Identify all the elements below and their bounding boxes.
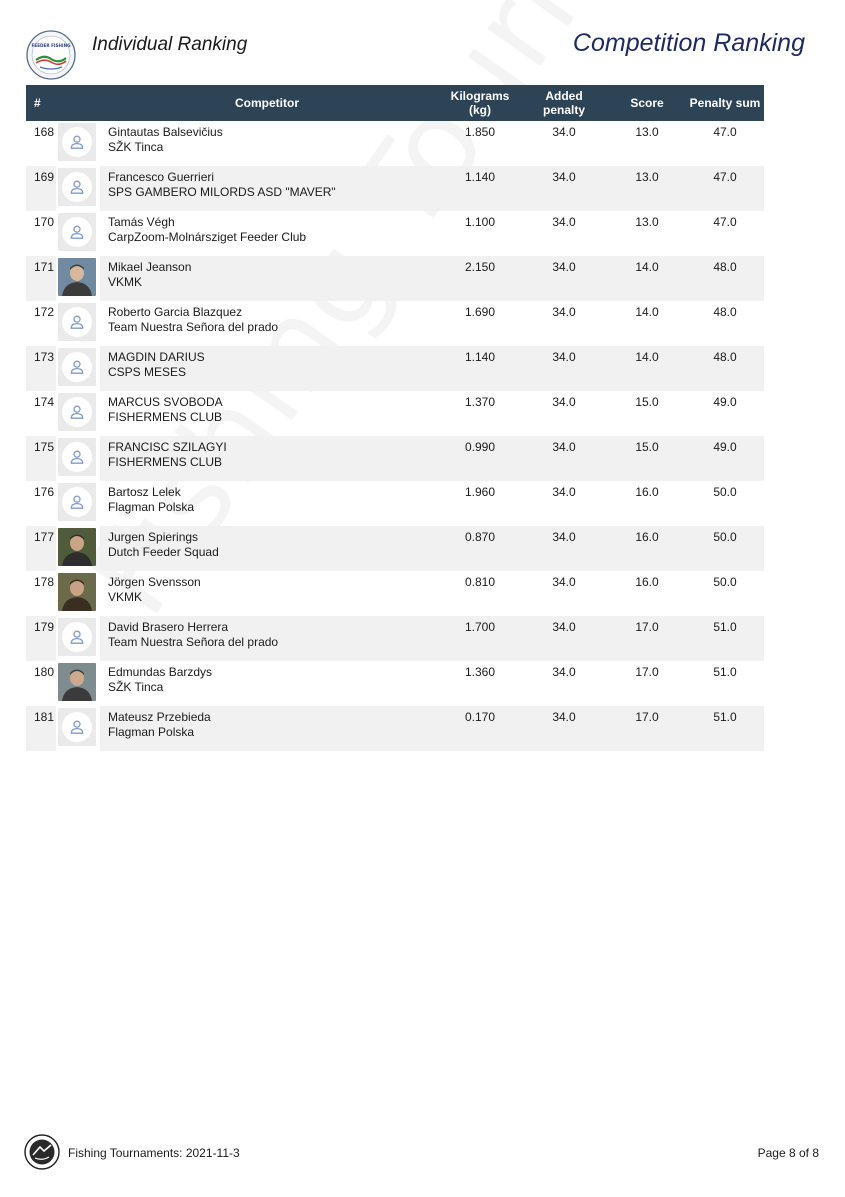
user-placeholder-icon xyxy=(58,123,96,161)
competitor-club: VKMK xyxy=(108,590,143,604)
event-logo xyxy=(26,30,76,80)
kilograms-value: 1.140 xyxy=(440,346,520,391)
competitor-club: Flagman Polska xyxy=(108,725,195,739)
score-value: 13.0 xyxy=(635,125,659,139)
added-penalty-value: 34.0 xyxy=(520,616,608,661)
col-added-penalty-line1: Added xyxy=(545,89,583,103)
table-row xyxy=(26,616,764,661)
col-competitor: Competitor xyxy=(100,85,440,121)
rank-value: 175 xyxy=(26,436,56,481)
added-penalty-value: 34.0 xyxy=(552,395,576,409)
col-kilograms xyxy=(440,85,520,121)
competitor-name: FRANCISC SZILAGYI xyxy=(108,440,227,454)
photo-cell xyxy=(56,526,100,571)
score-value: 17.0 xyxy=(608,616,686,661)
user-placeholder-icon xyxy=(58,303,96,341)
added-penalty-value: 34.0 xyxy=(520,436,608,481)
competitor-cell xyxy=(100,661,440,706)
penalty-sum-value: 48.0 xyxy=(686,256,764,301)
penalty-sum-value: 51.0 xyxy=(686,616,764,661)
penalty-sum-value: 47.0 xyxy=(713,125,737,139)
competitor-cell xyxy=(100,391,440,436)
added-penalty-value: 34.0 xyxy=(520,166,608,211)
added-penalty-value: 34.0 xyxy=(552,125,576,139)
rank-value: 181 xyxy=(26,706,56,751)
score-value: 13.0 xyxy=(608,166,686,211)
user-placeholder-icon xyxy=(58,393,96,431)
table-row xyxy=(26,571,764,616)
rank-value: 173 xyxy=(26,346,56,391)
competitor-cell xyxy=(100,301,440,346)
penalty-sum-value: 50.0 xyxy=(686,526,764,571)
competitor-club: SŽK Tinca xyxy=(108,140,164,154)
competitor-cell xyxy=(100,571,440,616)
rank-value: 168 xyxy=(34,125,55,139)
col-penalty-sum: Penalty sum xyxy=(686,85,764,121)
photo-cell xyxy=(56,571,100,616)
table-row xyxy=(26,121,764,166)
kilograms-value: 0.870 xyxy=(440,526,520,571)
table-row xyxy=(26,526,764,571)
table-row xyxy=(26,436,764,481)
col-added-penalty-line2: penalty xyxy=(542,103,585,117)
photo-cell xyxy=(56,391,100,436)
kilograms-value: 1.960 xyxy=(464,485,496,499)
rank-value: 177 xyxy=(26,526,56,571)
photo-cell xyxy=(56,211,100,256)
score-value: 17.0 xyxy=(635,665,659,679)
user-placeholder-icon xyxy=(58,708,96,746)
col-score: Score xyxy=(608,85,686,121)
competitor-club: Team Nuestra Señora del prado xyxy=(108,635,279,649)
table-row xyxy=(26,301,764,346)
competitor-cell xyxy=(100,481,440,526)
competitor-club: CSPS MESES xyxy=(108,365,187,379)
competitor-cell xyxy=(100,616,440,661)
avatar xyxy=(58,528,96,566)
competitor-cell xyxy=(100,526,440,571)
competitor-club: FISHERMENS CLUB xyxy=(108,455,223,469)
kilograms-value: 1.140 xyxy=(440,166,520,211)
table-row xyxy=(26,211,764,256)
penalty-sum-value: 49.0 xyxy=(686,436,764,481)
competitor-club: VKMK xyxy=(108,275,143,289)
score-value: 14.0 xyxy=(608,346,686,391)
score-value: 16.0 xyxy=(608,526,686,571)
competitor-club: Dutch Feeder Squad xyxy=(108,545,219,559)
penalty-sum-value: 51.0 xyxy=(686,706,764,751)
rank-value: 178 xyxy=(34,575,55,589)
competitor-name: Jurgen Spierings xyxy=(108,530,199,544)
table-row xyxy=(26,706,764,751)
competitor-club: Team Nuestra Señora del prado xyxy=(108,320,279,334)
competitor-cell xyxy=(100,166,440,211)
kilograms-value: 0.170 xyxy=(440,706,520,751)
avatar xyxy=(58,663,96,701)
score-value: 16.0 xyxy=(635,485,659,499)
added-penalty-value: 34.0 xyxy=(552,665,576,679)
competitor-name: Tamás Végh xyxy=(108,215,175,229)
added-penalty-value: 34.0 xyxy=(552,575,576,589)
competitor-cell xyxy=(100,256,440,301)
kilograms-value: 1.700 xyxy=(440,616,520,661)
competitor-name: Mateusz Przebieda xyxy=(108,710,211,724)
user-placeholder-icon xyxy=(58,483,96,521)
competitor-name: Roberto Garcia Blazquez xyxy=(108,305,243,319)
photo-cell xyxy=(56,166,100,211)
score-value: 15.0 xyxy=(635,395,659,409)
table-row xyxy=(26,256,764,301)
added-penalty-value: 34.0 xyxy=(552,305,576,319)
added-penalty-value: 34.0 xyxy=(520,526,608,571)
kilograms-value: 1.100 xyxy=(464,215,496,229)
col-added-penalty xyxy=(520,85,608,121)
penalty-sum-value: 48.0 xyxy=(713,305,737,319)
penalty-sum-value: 50.0 xyxy=(713,485,737,499)
user-placeholder-icon xyxy=(58,618,96,656)
rank-value: 176 xyxy=(34,485,55,499)
competitor-cell xyxy=(100,436,440,481)
competitor-name: David Brasero Herrera xyxy=(108,620,229,634)
col-kilograms-line1: Kilograms xyxy=(450,89,510,103)
col-kilograms-line2: (kg) xyxy=(469,103,491,117)
score-value: 17.0 xyxy=(608,706,686,751)
added-penalty-value: 34.0 xyxy=(520,256,608,301)
col-rank: # xyxy=(26,85,56,121)
table-row xyxy=(26,166,764,211)
penalty-sum-value: 51.0 xyxy=(713,665,737,679)
photo-cell xyxy=(56,121,100,166)
penalty-sum-value: 47.0 xyxy=(686,166,764,211)
competitor-name: MAGDIN DARIUS xyxy=(108,350,205,364)
rank-value: 169 xyxy=(26,166,56,211)
page-title: Competition Ranking xyxy=(572,29,805,57)
avatar xyxy=(58,573,96,611)
kilograms-value: 0.990 xyxy=(440,436,520,481)
added-penalty-value: 34.0 xyxy=(520,706,608,751)
penalty-sum-value: 49.0 xyxy=(713,395,737,409)
competitor-club: SPS GAMBERO MILORDS ASD "MAVER" xyxy=(108,185,336,199)
table-row xyxy=(26,661,764,706)
competitor-club: SŽK Tinca xyxy=(108,680,164,694)
added-penalty-value: 34.0 xyxy=(552,215,576,229)
penalty-sum-value: 50.0 xyxy=(713,575,737,589)
kilograms-value: 2.150 xyxy=(440,256,520,301)
competitor-club: CarpZoom-Molnársziget Feeder Club xyxy=(108,230,307,244)
competitor-name: Bartosz Lelek xyxy=(108,485,181,499)
competitor-name: MARCUS SVOBODA xyxy=(108,395,223,409)
footer-source: Fishing Tournaments: 2021-11-3 xyxy=(68,1146,240,1160)
user-placeholder-icon xyxy=(58,168,96,206)
photo-cell xyxy=(56,481,100,526)
rank-value: 172 xyxy=(34,305,55,319)
penalty-sum-value: 47.0 xyxy=(713,215,737,229)
score-value: 15.0 xyxy=(608,436,686,481)
rank-value: 179 xyxy=(26,616,56,661)
photo-cell xyxy=(56,706,100,751)
kilograms-value: 1.360 xyxy=(464,665,496,679)
user-placeholder-icon xyxy=(58,213,96,251)
rank-value: 174 xyxy=(34,395,55,409)
table-row xyxy=(26,346,764,391)
kilograms-value: 0.810 xyxy=(464,575,496,589)
score-value: 16.0 xyxy=(635,575,659,589)
table-row xyxy=(26,481,764,526)
penalty-sum-value: 48.0 xyxy=(686,346,764,391)
score-value: 14.0 xyxy=(608,256,686,301)
rank-value: 170 xyxy=(34,215,55,229)
rank-value: 171 xyxy=(26,256,56,301)
svg-text:FEEDER FISHING: FEEDER FISHING xyxy=(31,43,71,48)
score-value: 14.0 xyxy=(635,305,659,319)
added-penalty-value: 34.0 xyxy=(520,346,608,391)
table-header xyxy=(26,85,764,121)
ranking-table xyxy=(26,85,764,751)
kilograms-value: 1.370 xyxy=(464,395,496,409)
photo-cell xyxy=(56,346,100,391)
competitor-cell xyxy=(100,346,440,391)
competitor-cell xyxy=(100,706,440,751)
photo-cell xyxy=(56,661,100,706)
competitor-name: Jörgen Svensson xyxy=(108,575,201,589)
competitor-cell xyxy=(100,121,440,166)
page-subtitle: Individual Ranking xyxy=(92,34,248,55)
footer-logo xyxy=(24,1134,60,1170)
competitor-club: Flagman Polska xyxy=(108,500,195,514)
competitor-club: FISHERMENS CLUB xyxy=(108,410,223,424)
added-penalty-value: 34.0 xyxy=(552,485,576,499)
competitor-cell xyxy=(100,211,440,256)
photo-cell xyxy=(56,436,100,481)
competitor-name: Gintautas Balsevičius xyxy=(108,125,223,139)
competitor-name: Mikael Jeanson xyxy=(108,260,192,274)
page-number: Page 8 of 8 xyxy=(757,1146,819,1160)
photo-cell xyxy=(56,256,100,301)
competitor-name: Francesco Guerrieri xyxy=(108,170,215,184)
avatar xyxy=(58,258,96,296)
user-placeholder-icon xyxy=(58,438,96,476)
score-value: 13.0 xyxy=(635,215,659,229)
photo-cell xyxy=(56,301,100,346)
kilograms-value: 1.690 xyxy=(464,305,496,319)
competitor-name: Edmundas Barzdys xyxy=(108,665,213,679)
photo-cell xyxy=(56,616,100,661)
rank-value: 180 xyxy=(34,665,55,679)
user-placeholder-icon xyxy=(58,348,96,386)
table-row xyxy=(26,391,764,436)
col-photo xyxy=(56,85,100,121)
kilograms-value: 1.850 xyxy=(464,125,496,139)
